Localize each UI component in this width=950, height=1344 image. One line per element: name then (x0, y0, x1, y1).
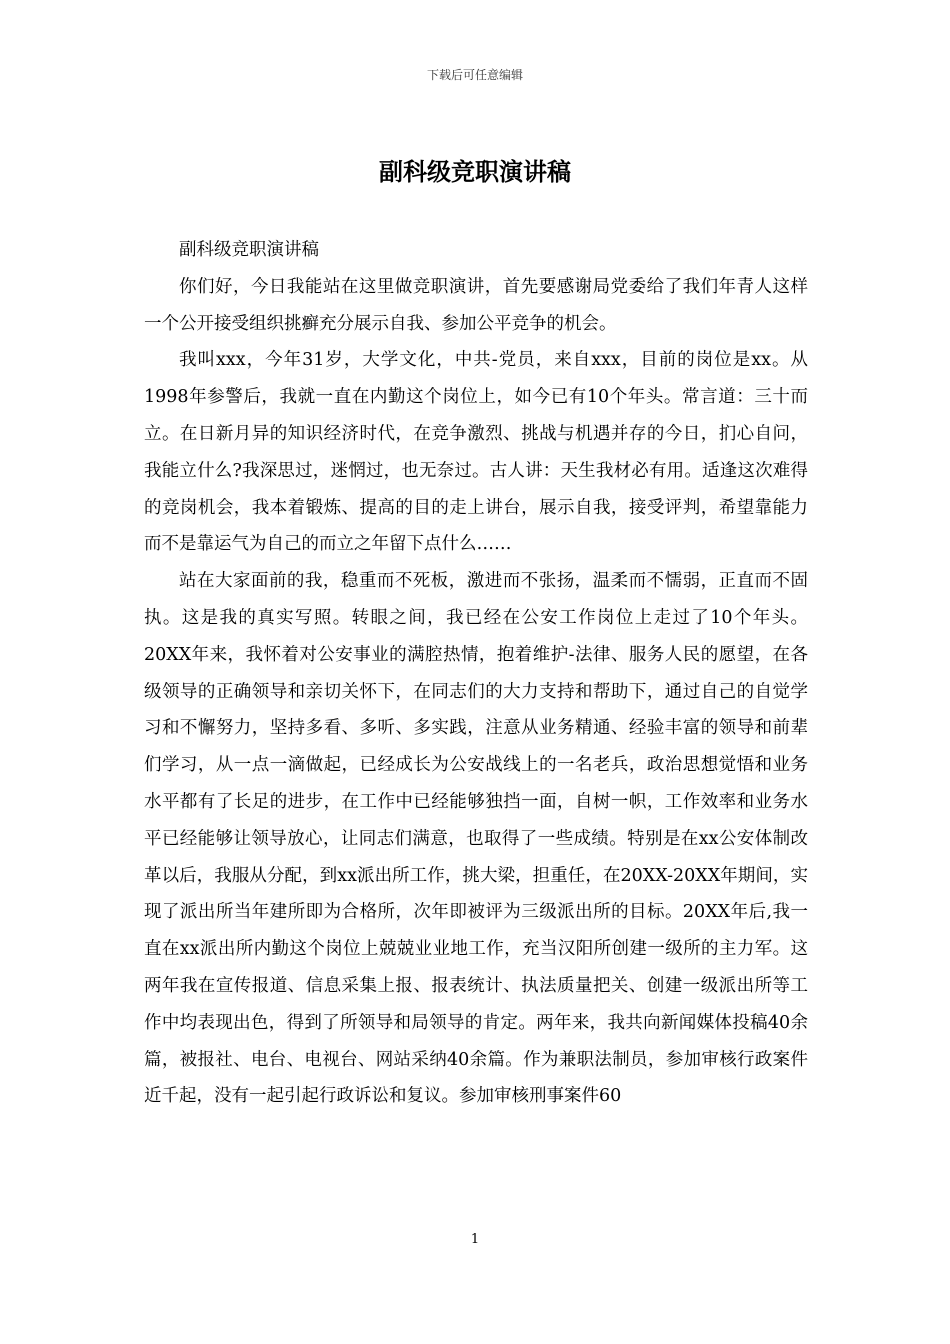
paragraph-greeting: 你们好，今日我能站在这里做竞职演讲，首先要感谢局党委给了我们年青人这样一个公开接受组织挑癣充分展示自我、参加公平竞争的机会。 (144, 276, 808, 334)
document-body (144, 232, 808, 1115)
body-subtitle: 副科级竞职演讲稿 (179, 240, 319, 260)
page-number: 1 (470, 1232, 480, 1247)
header-note: 下载后可任意编辑 (426, 68, 523, 82)
paragraph-experience: 站在大家面前的我，稳重而不死板，激进而不张扬，温柔而不懦弱，正直而不固执。这是我的真实写照。转眼之间，我已经在公安工作岗位上走过了10个年头。20XX年来，我怀着对公安事业的满腔热情，抱着维护-法律、服务人民的愿望，在各级领导的正确领导和亲切关怀下，在同志们的大力支持和帮助下，通过自己的自觉学习和不懈努力，坚持多看、多听、多实践，注意从业务精通、经验丰富的领导和前辈们学习，从一点一滴做起，已经成长为公安战线上的一名老兵，政治思想觉悟和业务水平都有了长足的进步，在工作中已经能够独挡一面，自树一帜，工作效率和业务水平已经能够让领导放心，让同志们满意，也取得了一些成绩。特别是在xx公安体制改革以后，我服从分配，到xx派出所工作，挑大梁，担重任，在20XX-20XX年期间，实现了派出所当年建所即为合格所，次年即被评为三级派出所的目标。20XX年后,我一直在xx派出所内勤这个岗位上兢兢业业地工作，充当汉阳所创建一级所的主力军。这两年我在宣传报道、信息采集上报、报表统计、执法质量把关、创建一级派出所等工作中均表现出色，得到了所领导和局领导的肯定。两年来，我共向新闻媒体投稿40余篇，被报社、电台、电视台、网站采纳40余篇。作为兼职法制员，参加审核行政案件近千起，没有一起引起行政诉讼和复议。参加审核刑事案件60 (144, 571, 808, 1107)
document-title: 副科级竞职演讲稿 (379, 157, 571, 186)
paragraph-introduction: 我叫xxx，今年31岁，大学文化，中共-党员，来自xxx，目前的岗位是xx。从1998年参警后，我就一直在内勤这个岗位上，如今已有10个年头。常言道：三十而立。在日新月异的知识经济时代，在竞争激烈、挑战与机遇并存的今日，扪心自问，我能立什么?我深思过，迷惘过，也无奈过。古人讲：天生我材必有用。适逢这次难得的竞岗机会，我本着锻炼、提高的目的走上讲台，展示自我，接受评判，希望靠能力而不是靠运气为自己的而立之年留下点什么…… (144, 350, 808, 555)
